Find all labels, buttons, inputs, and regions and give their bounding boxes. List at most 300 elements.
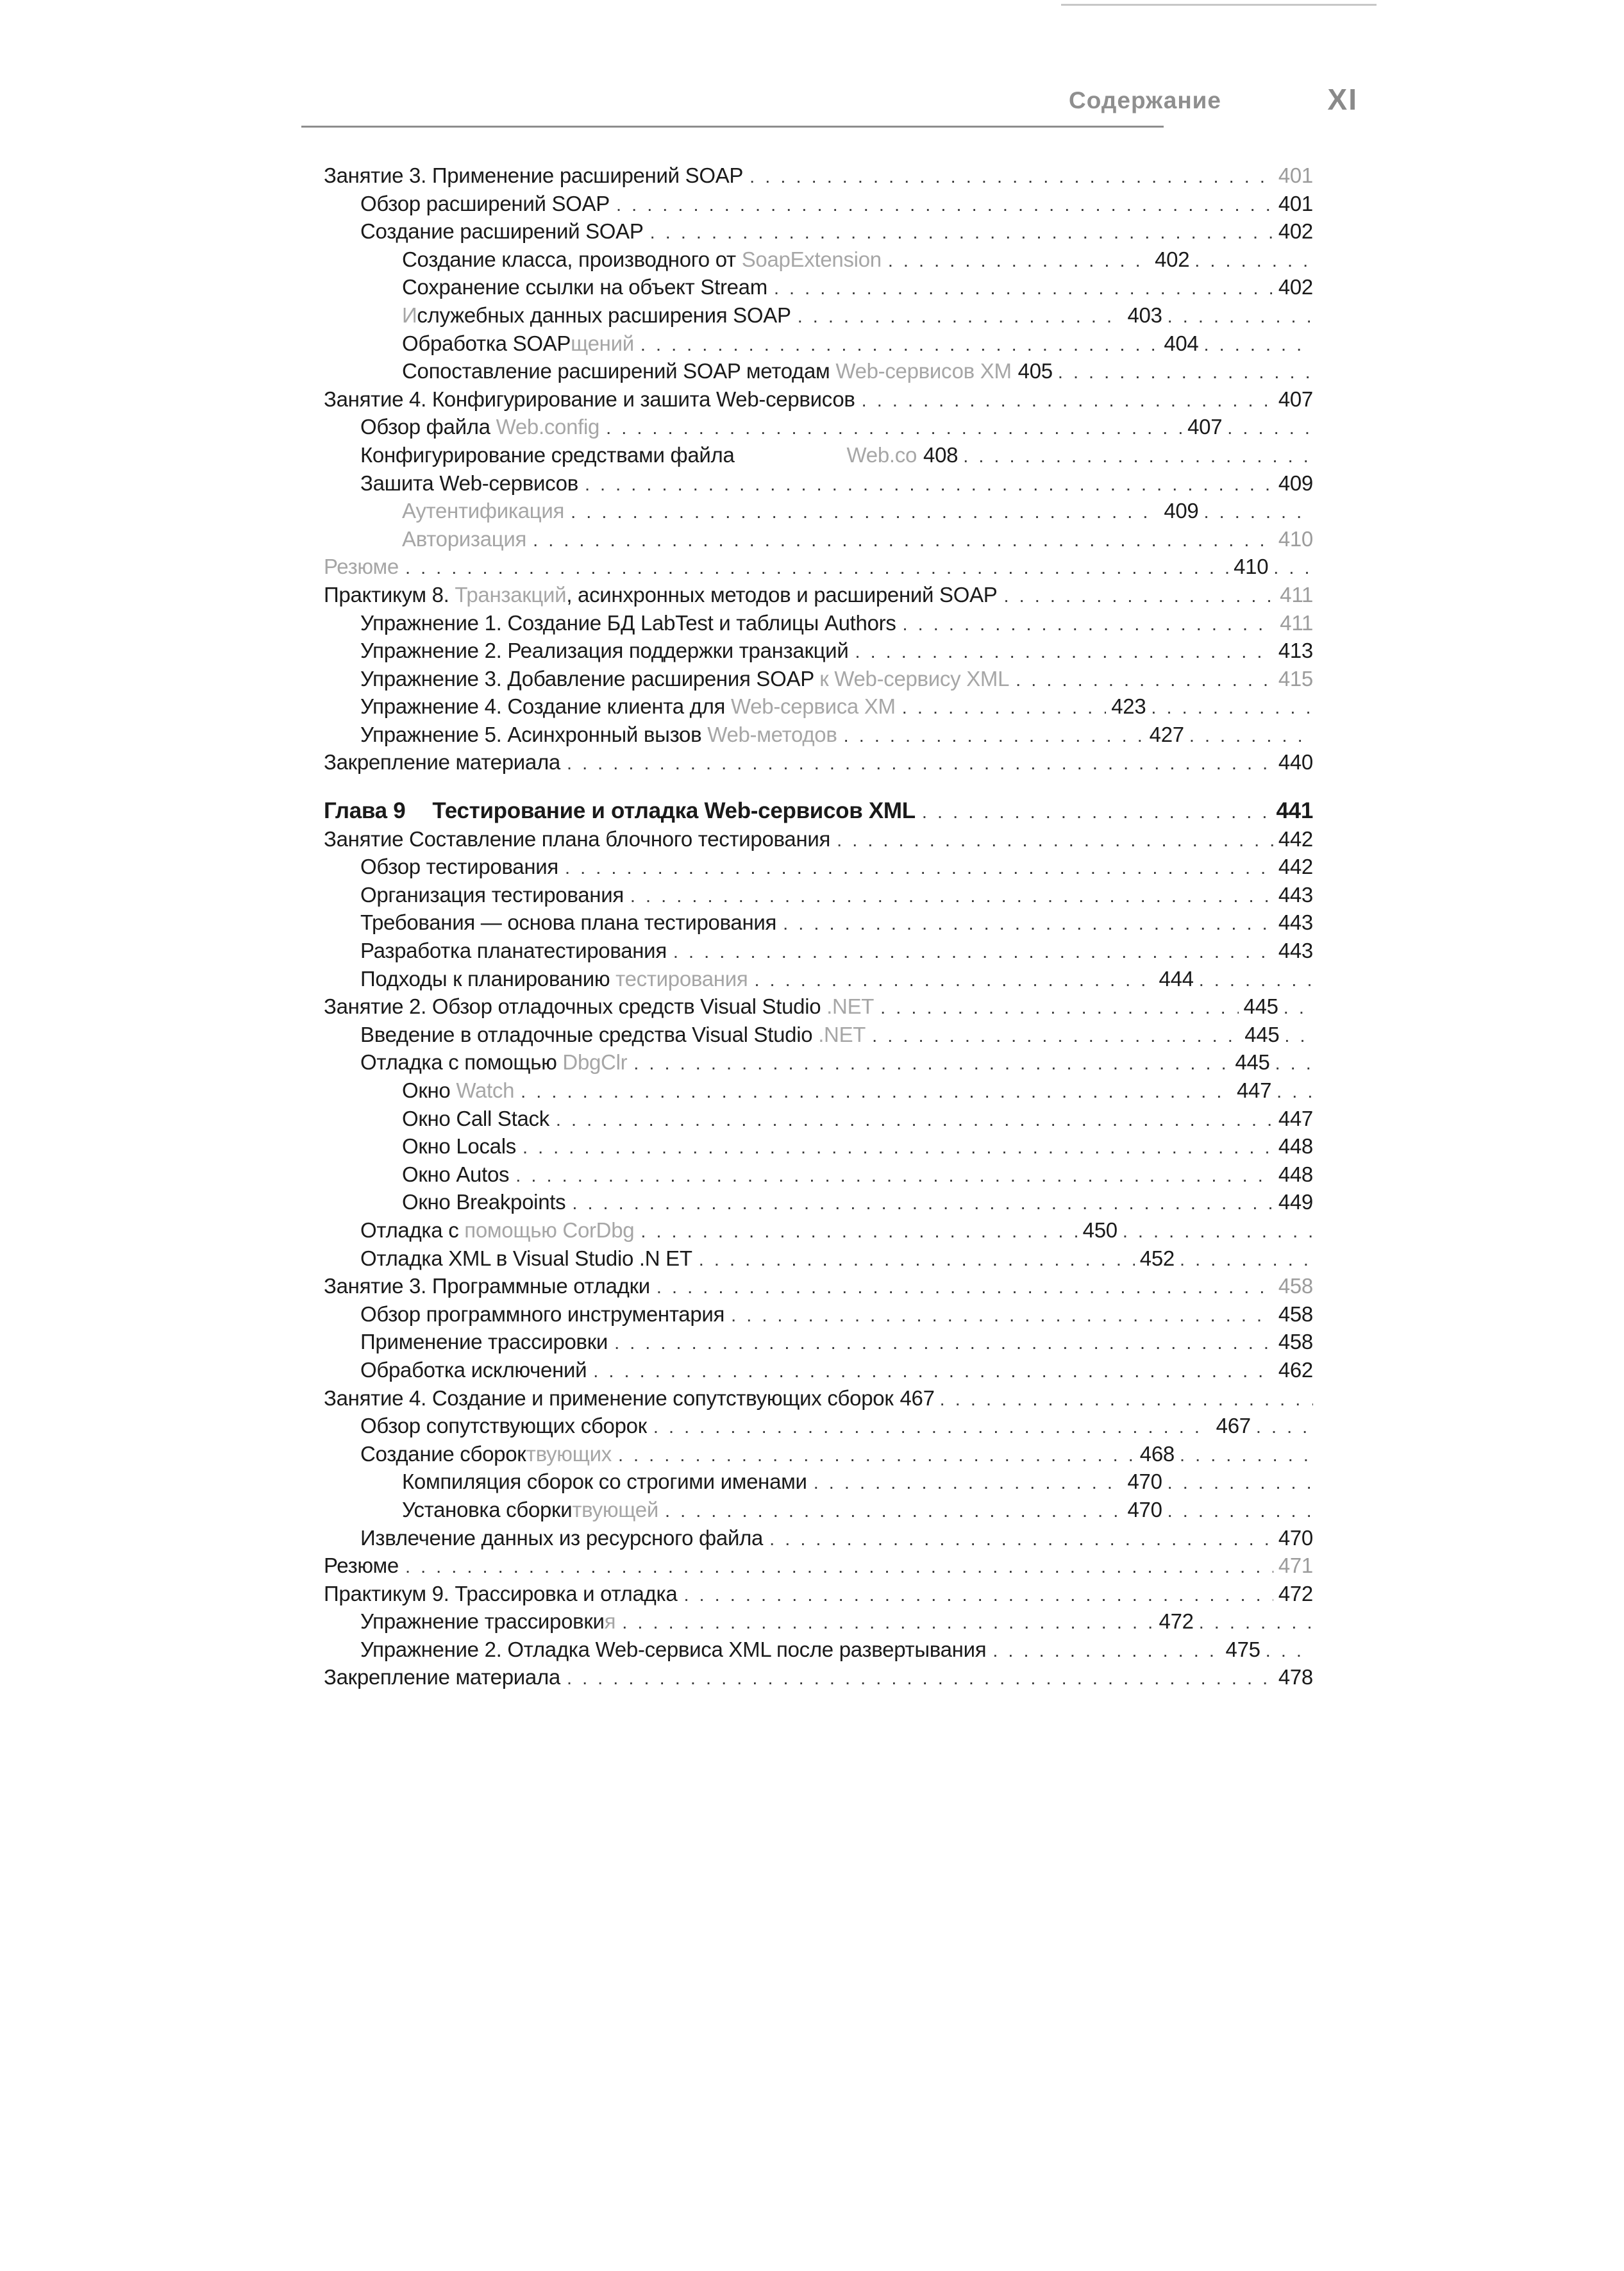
dot-leader	[699, 1246, 1135, 1275]
toc-title-fragment: Подходы к планированию	[360, 966, 616, 991]
header-rule	[301, 126, 1164, 128]
dot-leader	[650, 219, 1273, 247]
toc-entry	[324, 1496, 1313, 1524]
toc-title-fragment: Занятие 2. Обзор отладочных средств Visual Studio	[324, 994, 827, 1019]
toc-title-fragment: Компиляция сборок со строгими именами	[402, 1470, 807, 1494]
toc-entry	[324, 665, 1313, 693]
toc-entry-title	[402, 273, 767, 301]
toc-entry	[324, 413, 1313, 441]
toc-title-fragment: Введение в отладочные средства Visual Studio	[360, 1022, 819, 1046]
toc-entry-page-number: 448	[1278, 1134, 1313, 1159]
toc-entry	[324, 441, 1313, 469]
toc-title-faded-fragment: Web.co	[846, 442, 917, 467]
toc-entry-page-number: 468	[1139, 1441, 1175, 1466]
toc-entry-title	[360, 1607, 615, 1636]
toc-entry-page-number: 472	[1278, 1581, 1313, 1605]
toc-entry	[324, 609, 1313, 637]
toc-title-fragment: Окно Call Stack	[402, 1106, 549, 1130]
dot-leader	[814, 1470, 1123, 1498]
dot-leader	[640, 1218, 1077, 1246]
dot-leader-tail	[1168, 1498, 1313, 1526]
toc-entry-title	[402, 497, 564, 525]
toc-entry-title	[324, 1272, 650, 1300]
toc-entry	[324, 497, 1313, 525]
dot-leader	[862, 387, 1273, 415]
toc-title-fragment: Установка сборки	[402, 1497, 573, 1521]
toc-title-fragment: , асинхронных методов и расширений SOAP	[566, 582, 998, 607]
dot-leader	[880, 994, 1238, 1023]
toc-title-fragment: Упражнение 1. Создание БД LabTest и таблицы Authors	[360, 610, 896, 635]
toc-entry-page-number: 472	[1159, 1609, 1194, 1634]
toc-title-fragment: Обработка SOAP	[402, 331, 571, 355]
toc-entry	[324, 1244, 1313, 1273]
toc-entry-page-number: 411	[1280, 582, 1313, 607]
toc-entry-title	[360, 1412, 647, 1440]
toc-entry	[324, 1607, 1313, 1636]
toc-entry-title	[324, 1663, 560, 1691]
toc-title-faded-fragment: к Web-сервису XML	[819, 666, 1010, 691]
toc-title-faded-fragment: Резюме	[324, 555, 399, 579]
toc-entry	[324, 909, 1313, 937]
toc-entry-page-number: 478	[1278, 1665, 1313, 1689]
dot-leader-tail	[1266, 1638, 1313, 1666]
running-header-title: Содержание	[1069, 87, 1221, 113]
toc-title-fragment: Сохранение ссылки на объект Stream	[402, 275, 767, 299]
dot-leader	[653, 1414, 1211, 1442]
toc-entry-page-number: 443	[1278, 882, 1313, 907]
toc-entry-page-number: 408	[923, 442, 958, 467]
toc-entry-page-number: 447	[1278, 1106, 1313, 1130]
toc-entry-page-number: 444	[1159, 966, 1194, 991]
toc-title-faded-fragment: Авторизация	[402, 526, 527, 551]
dot-leader-tail	[1168, 1470, 1313, 1498]
toc-entry-page-number: 403	[1127, 303, 1162, 327]
dot-leader-tail	[1203, 331, 1313, 360]
toc-entry	[324, 1272, 1313, 1300]
toc-entry	[324, 246, 1313, 274]
toc-entry-title	[402, 246, 882, 274]
toc-entry	[324, 692, 1313, 721]
dot-leader-tail	[1273, 555, 1313, 583]
toc-title-faded-fragment: тестирования	[615, 966, 748, 991]
dot-leader	[640, 331, 1159, 360]
running-header-page-number: XI	[1327, 83, 1358, 116]
dot-leader	[405, 555, 1228, 583]
toc-title-faded-fragment: щений	[571, 331, 634, 355]
toc-entry-page-number: 445	[1243, 994, 1278, 1019]
toc-entry-page-number: 462	[1278, 1357, 1313, 1382]
toc-entry	[324, 721, 1313, 749]
toc-title-fragment: Конфигурирование средствами файла	[360, 442, 735, 467]
toc-entry-page-number: 410	[1234, 555, 1269, 579]
toc-entry-page-number: 447	[1237, 1078, 1272, 1102]
dot-leader	[521, 1078, 1232, 1107]
toc-entry	[324, 1412, 1313, 1440]
dot-leader	[585, 471, 1273, 499]
dot-leader-tail	[1284, 994, 1313, 1023]
dot-leader	[567, 750, 1273, 778]
toc-entry-title	[402, 1468, 807, 1496]
toc-entry-page-number: 448	[1278, 1162, 1313, 1186]
toc-entry-title	[324, 581, 998, 609]
toc-entry	[324, 273, 1313, 301]
dot-leader	[683, 1582, 1273, 1610]
toc-entry-page-number: 409	[1278, 471, 1313, 495]
toc-entry-page-number: 467	[900, 1386, 935, 1410]
dot-leader	[754, 967, 1153, 995]
toc-entry	[324, 965, 1313, 993]
toc-entry-title	[324, 825, 830, 853]
dot-leader-tail	[1199, 1609, 1313, 1638]
toc-title-fragment: Отладка с	[360, 1218, 465, 1242]
toc-title-fragment: Упражнение 4. Создание клиента для	[360, 694, 731, 719]
toc-title-fragment: Занятие Составление плана блочного тестирования	[324, 826, 831, 851]
toc-entry	[324, 1216, 1313, 1244]
toc-title-fragment: Практикум 9. Трассировка и отладка	[324, 1581, 678, 1605]
toc-entry-page-number: 450	[1082, 1218, 1118, 1242]
toc-entry-page-number: 409	[1164, 499, 1199, 523]
toc-entry-title	[324, 553, 399, 581]
toc-entry-title	[402, 1496, 658, 1524]
toc-entry-page-number: 415	[1278, 666, 1313, 691]
toc-entry	[324, 637, 1313, 665]
toc-title-faded-fragment: Watch	[456, 1078, 515, 1102]
toc-title-fragment: Сопоставление расширений SOAP методам	[402, 359, 836, 383]
toc-title-fragment: Упражнение трассировки	[360, 1609, 605, 1634]
toc-title-fragment: Упражнение 5. Асинхронный вызов	[360, 722, 708, 746]
toc-entry-page-number: 407	[1187, 415, 1223, 439]
toc-title-faded-fragment: Web-методов	[707, 722, 837, 746]
dot-leader	[774, 275, 1273, 303]
toc-entry-title	[402, 1188, 565, 1216]
toc-entry-title	[360, 1636, 986, 1664]
toc-entry-title	[402, 357, 1012, 385]
dot-leader	[992, 1638, 1220, 1666]
toc-entry-title	[402, 1132, 516, 1161]
dot-leader-tail	[963, 443, 1313, 471]
dot-leader-tail	[1256, 1414, 1313, 1442]
toc-entry-title	[360, 637, 848, 665]
toc-entry-page-number: 475	[1225, 1637, 1260, 1661]
dot-leader-tail	[1194, 247, 1313, 276]
dot-leader	[405, 1554, 1273, 1582]
toc-entry	[324, 881, 1313, 909]
toc-entry	[324, 1384, 1313, 1412]
toc-entry	[324, 1021, 1313, 1049]
toc-entry	[324, 1132, 1313, 1161]
toc-entry-title	[402, 301, 791, 330]
dot-leader-tail	[1123, 1218, 1313, 1246]
toc-entry-page-number: 407	[1278, 387, 1313, 411]
toc-entry-title	[360, 1440, 612, 1468]
toc-title-faded-fragment: И	[402, 303, 417, 327]
toc-title-fragment: Зашита Web-сервисов	[360, 471, 578, 495]
toc-entry-title	[360, 692, 896, 721]
dot-leader	[922, 799, 1271, 827]
toc-title-fragment: Тестирование и отладка Web-сервисов XML	[432, 798, 916, 824]
toc-entry	[324, 1188, 1313, 1216]
dot-leader-tail	[1203, 499, 1313, 527]
dot-leader	[749, 163, 1273, 192]
toc-entry-title	[324, 748, 560, 776]
toc-title-fragment: Создание расширений SOAP	[360, 219, 644, 244]
toc-entry	[324, 190, 1313, 218]
dot-leader-tail	[1277, 1078, 1313, 1107]
toc-entry-title	[360, 190, 610, 218]
toc-title-fragment: Обзор сопутствующих сборок	[360, 1414, 647, 1438]
dot-leader-tail	[1275, 1050, 1313, 1078]
toc-entry	[324, 1552, 1313, 1580]
dot-leader	[902, 694, 1106, 723]
toc-entry-title	[360, 1524, 763, 1552]
toc-title-fragment: Упражнение 3. Добавление расширения SOAP	[360, 666, 820, 691]
dot-leader	[657, 1274, 1273, 1302]
toc-entry	[324, 1077, 1313, 1105]
toc-entry-title	[360, 665, 1009, 693]
toc-entry-page-number: 401	[1278, 191, 1313, 215]
toc-entry-page-number: 443	[1278, 939, 1313, 963]
toc-entry-page-number: 402	[1155, 247, 1190, 271]
toc-entry-page-number: 413	[1278, 639, 1313, 663]
toc-entry	[324, 301, 1313, 330]
toc-entry-title	[324, 162, 743, 190]
toc-title-fragment: Окно Locals	[402, 1134, 516, 1159]
dot-leader	[614, 1330, 1273, 1358]
toc-entry-title	[360, 217, 644, 246]
toc-entry-title	[360, 1216, 634, 1244]
toc-entry	[324, 1524, 1313, 1552]
toc-entry-page-number: 440	[1278, 750, 1313, 775]
toc-title-fragment: Создание класса, производного от	[402, 247, 742, 271]
toc-title-faded-fragment: .NET	[826, 994, 875, 1019]
toc-entry-page-number: 441	[1276, 798, 1313, 824]
toc-entry-page-number: 402	[1278, 275, 1313, 299]
toc-entry-title	[360, 881, 624, 909]
toc-title-fragment: Извлечение данных из ресурсного файла	[360, 1525, 764, 1550]
toc-entry	[324, 825, 1313, 853]
toc-title-fragment: Обзор тестирования	[360, 855, 558, 879]
toc-title-faded-fragment: DbgClr	[562, 1050, 628, 1075]
dot-leader	[567, 1665, 1273, 1693]
toc-entry-title	[360, 441, 917, 469]
dot-leader	[616, 192, 1273, 220]
dot-leader	[783, 910, 1273, 939]
toc-entry-page-number: 458	[1278, 1302, 1313, 1326]
toc-entry-title	[360, 853, 558, 881]
toc-entry-page-number: 423	[1111, 694, 1146, 719]
toc-entry-page-number: 411	[1280, 610, 1313, 635]
toc-title-fragment: Занятие 3. Применение расширений SOAP	[324, 163, 744, 187]
toc-title-fragment: Занятие 3. Программные отладки	[324, 1274, 650, 1298]
dot-leader	[593, 1358, 1273, 1386]
toc-title-fragment: Обзор программного инструментария	[360, 1302, 725, 1326]
toc-entry-page-number: 470	[1127, 1497, 1162, 1521]
toc-entry-title	[360, 1021, 866, 1049]
toc-entry	[324, 1328, 1313, 1356]
toc-entry-page-number: 401	[1278, 163, 1313, 187]
toc-entry	[324, 217, 1313, 246]
toc-entry	[324, 357, 1313, 385]
dot-leader-tail	[1189, 723, 1313, 751]
toc-entry-page-number: 443	[1278, 910, 1313, 935]
toc-title-faded-fragment: Web-сервиса XM	[730, 694, 896, 719]
toc-title-fragment: Обработка исключений	[360, 1357, 587, 1382]
toc-entry	[324, 469, 1313, 498]
toc-title-fragment: Практикум 8.	[324, 582, 455, 607]
toc-entry	[324, 1048, 1313, 1077]
toc-title-fragment: Окно Autos	[402, 1162, 510, 1186]
toc-entry-page-number: 404	[1164, 331, 1199, 355]
toc-title-fragment: Требования — основа плана тестирования	[360, 910, 777, 935]
dot-leader-tail	[1180, 1246, 1313, 1275]
dot-leader	[837, 827, 1273, 855]
toc-entry	[324, 1300, 1313, 1328]
toc-title-faded-fragment: Аутентификация	[402, 499, 565, 523]
toc-entry-page-number: 427	[1149, 722, 1184, 746]
dot-leader	[572, 1190, 1273, 1218]
toc-title-fragment: Отладка с помощью	[360, 1050, 563, 1075]
toc-entry	[324, 1663, 1313, 1691]
dot-leader	[855, 639, 1273, 667]
dot-leader-tail	[1199, 967, 1313, 995]
dot-leader	[515, 1162, 1273, 1191]
toc-title-fragment: Создание сборок	[360, 1441, 526, 1466]
toc-entry-title	[360, 609, 896, 637]
dot-leader	[872, 1023, 1239, 1051]
toc-title-fragment: Занятие 4. Конфигурирование и зашита Web-сервисов	[324, 387, 855, 411]
toc-entry-title	[360, 469, 578, 498]
toc-entry	[324, 748, 1313, 776]
dot-leader	[622, 1609, 1153, 1638]
toc-entry-page-number: 470	[1127, 1470, 1162, 1494]
toc-entry-title	[324, 385, 855, 414]
toc-title-faded-fragment: Web-сервисов XM	[835, 359, 1012, 383]
dot-leader	[533, 527, 1273, 555]
toc-entry-title	[360, 937, 667, 965]
toc-title-fragment: Обзор файла	[360, 415, 496, 439]
toc-entry-title	[360, 1244, 692, 1273]
toc-entry	[324, 1636, 1313, 1664]
toc-entry-title	[360, 721, 837, 749]
toc-entry	[324, 797, 1313, 825]
toc-entry-title	[324, 993, 874, 1021]
dot-leader	[888, 247, 1150, 276]
toc-entry-title	[360, 1300, 724, 1328]
toc-entry	[324, 993, 1313, 1021]
toc-entry-page-number: 471	[1278, 1554, 1313, 1578]
toc-entry	[324, 553, 1313, 581]
toc-list	[324, 162, 1313, 1691]
dot-leader	[556, 1107, 1273, 1135]
toc-title-faded-fragment: Web.config	[496, 415, 600, 439]
toc-entry	[324, 937, 1313, 965]
toc-entry-page-number: 442	[1278, 855, 1313, 879]
toc-entry	[324, 1440, 1313, 1468]
toc-entry-title	[360, 1048, 627, 1077]
toc-entry	[324, 330, 1313, 358]
dot-leader-tail	[1180, 1442, 1313, 1470]
dot-leader-tail	[1058, 359, 1313, 387]
dot-leader	[633, 1050, 1230, 1078]
dot-leader	[523, 1134, 1273, 1162]
toc-title-fragment: Упражнение 2. Отладка Web-сервиса XML после развертывания	[360, 1637, 987, 1661]
dot-leader	[1004, 583, 1275, 611]
toc-entry-page-number: 458	[1278, 1274, 1313, 1298]
toc-title-fragment: Окно	[402, 1078, 456, 1102]
toc-title-fragment: Глава 9	[324, 798, 406, 824]
dot-leader	[618, 1442, 1135, 1470]
toc-title-fragment: Окно Breakpoints	[402, 1190, 566, 1214]
toc-entry	[324, 162, 1313, 190]
toc-title-faded-fragment: твующих	[526, 1441, 612, 1466]
toc-entry-title	[402, 1077, 514, 1105]
dot-leader	[571, 499, 1159, 527]
toc-title-fragment: Разработка планатестирования	[360, 939, 667, 963]
dot-leader	[630, 883, 1273, 911]
dot-leader	[844, 723, 1144, 751]
toc-entry	[324, 1580, 1313, 1608]
toc-title-fragment: Закрепление материала	[324, 750, 560, 775]
toc-title-fragment: Отладка XML в Visual Studio .N ET	[360, 1246, 692, 1270]
toc-entry-page-number: 458	[1278, 1330, 1313, 1354]
dot-leader	[798, 303, 1123, 331]
toc-entry	[324, 385, 1313, 414]
dot-leader	[673, 939, 1273, 967]
toc-entry	[324, 1161, 1313, 1189]
toc-entry-title	[324, 797, 916, 825]
dot-leader	[565, 855, 1273, 883]
toc-title-fragment: Организация тестирования	[360, 882, 624, 907]
toc-title-fragment: Обзор расширений SOAP	[360, 191, 610, 215]
toc-entry-title	[360, 1328, 608, 1356]
toc-entry-title	[360, 965, 748, 993]
dot-leader-tail	[1284, 1023, 1313, 1051]
dot-leader-tail	[940, 1386, 1313, 1414]
toc-title-fragment: Применение трассировки	[360, 1330, 608, 1354]
toc-title-fragment: Упражнение 2. Реализация поддержки транзакций	[360, 639, 849, 663]
dot-leader	[903, 611, 1275, 639]
dot-leader-tail	[1227, 415, 1313, 443]
toc-title-faded-fragment: .NET	[818, 1022, 866, 1046]
toc-entry-title	[360, 909, 776, 937]
toc-title-fragment: Резюме	[324, 1554, 399, 1578]
toc-entry-page-number: 470	[1278, 1525, 1313, 1550]
toc-entry-title	[360, 413, 599, 441]
dot-leader-tail	[1151, 694, 1313, 723]
dot-leader	[1016, 667, 1273, 695]
toc-entry	[324, 1468, 1313, 1496]
toc-title-faded-fragment: твующей	[572, 1497, 658, 1521]
toc-entry	[324, 1105, 1313, 1133]
toc-entry-title	[402, 1161, 509, 1189]
toc-entry-title	[402, 525, 526, 553]
dot-leader	[606, 415, 1182, 443]
dot-leader-tail	[1168, 303, 1313, 331]
toc-entry-title	[402, 1105, 549, 1133]
toc-entry-title	[324, 1384, 893, 1412]
toc-entry-page-number: 467	[1216, 1414, 1251, 1438]
toc-entry-title	[324, 1552, 399, 1580]
toc-entry-page-number: 445	[1235, 1050, 1270, 1075]
toc-title-fragment: служебных данных расширения SOAP	[417, 303, 791, 327]
toc-title-faded-fragment: SoapExtension	[741, 247, 882, 271]
toc-entry	[324, 525, 1313, 553]
toc-title-faded-fragment: я	[604, 1609, 616, 1634]
toc-entry	[324, 1356, 1313, 1384]
toc-entry-page-number: 410	[1278, 526, 1313, 551]
dot-leader	[769, 1526, 1273, 1554]
toc-title-fragment: Занятие 4. Создание и применение сопутствующих сборок	[324, 1386, 894, 1410]
